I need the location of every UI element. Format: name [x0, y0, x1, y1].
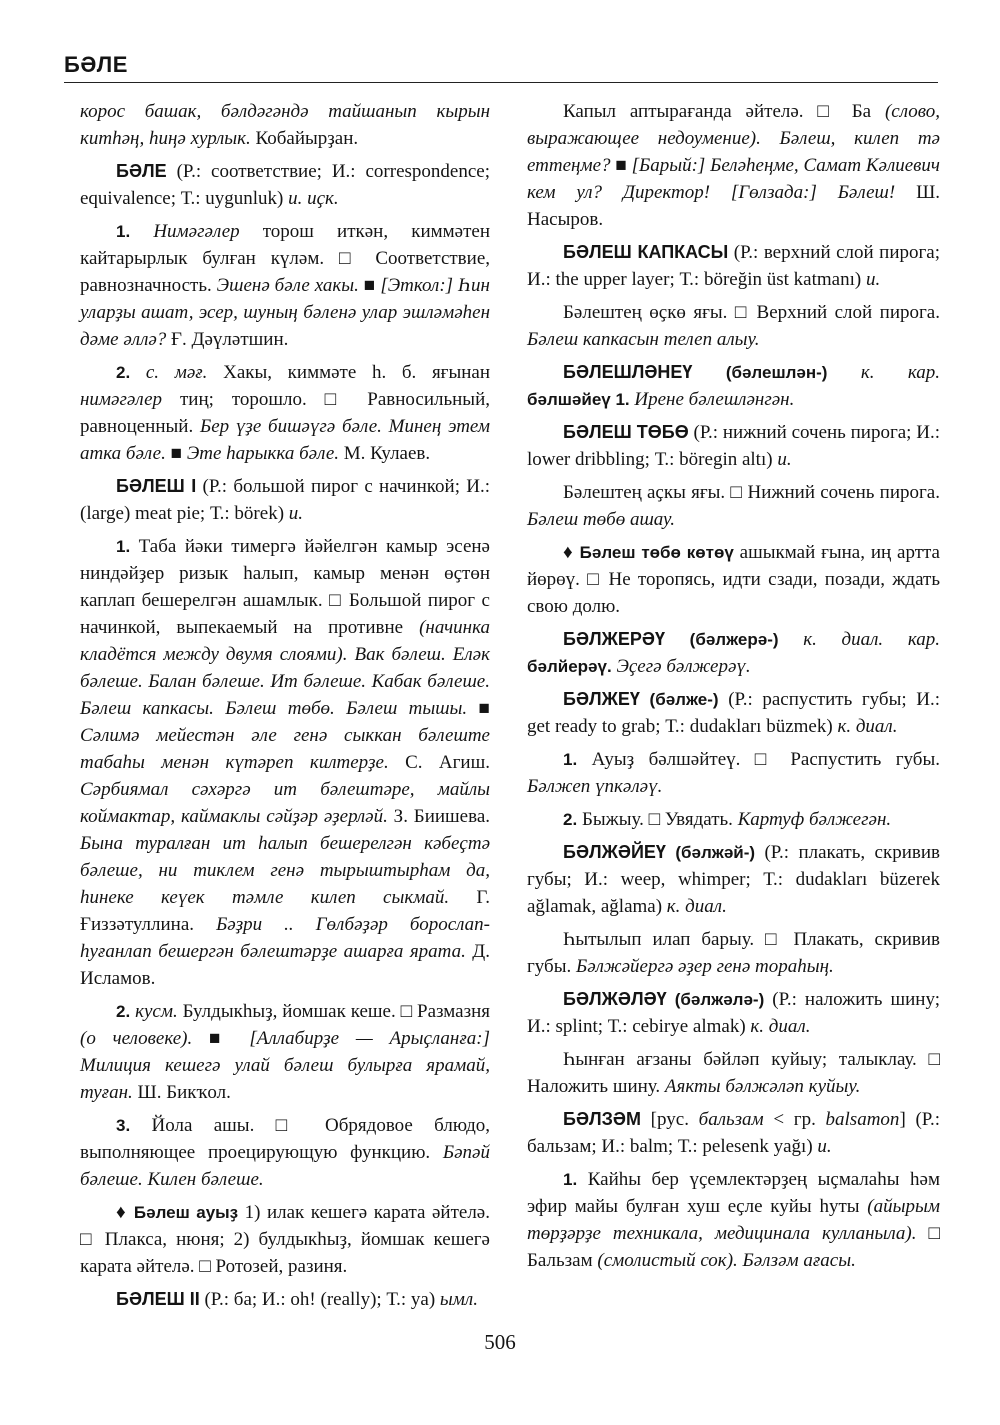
header-rule — [64, 82, 938, 83]
dictionary-paragraph: БӘЛЖӘЙЕҮ (бәлжәй-) (Р.: плакать, скривив губы; И.: weep, whimper; Т.: dudakları büzerek ağlamak, ağlama) к. диал. — [527, 842, 940, 917]
dictionary-paragraph: Һынған ағзаны бәйләп куйыу; талыклау. □ Наложить шину. Аякты бәлжәләп куйыу. — [527, 1049, 940, 1097]
dictionary-paragraph: БӘЛЕ (Р.: соответствие; И.: correspondence; equivalence; Т.: uygunluk) и. иҫк. — [80, 161, 490, 209]
dictionary-paragraph: 1. Нимәгәлер торош иткән, киммәтен кайтарырлык булған күләм. □ Соответствие, равнозначность. Эшенә бәле хакы. ■ [Эткол:] Һин уларҙы ашат, эсер, шуның бәленә улар эшләмәһен дәме әллә? Ғ. Дәүләтшин. — [80, 221, 490, 350]
dictionary-paragraph: 2. Быжыу. □ Увядать. Картуф бәлжегән. — [563, 809, 892, 830]
dictionary-paragraph: 1. Таба йәки тимергә йәйелгән камыр эсенә ниндәйҙер ризык һалып, камыр менән өҫтөн каплап бешерелгән ашамлык. □ Большой пирог с начинкой, выпекаемый на противне (начинка кладётся между двумя слоями). Вак бәлеш. Еләк бәлеше. Балан бәлеше. Ит бәлеше. Кабак бәлеше. Бәлеш капкасы. Бәлеш төбө. Бәлеш тышы. ■ Сәлимә мейестән әле генә сыккан бәлеште табаһы менән күтәреп килтерҙе. С. Агиш. Сәрбиямал сәхәргә ит бәлештәре, майлы коймактар, каймаклы сәйҙәр әҙерләй. З. Биишева. Бына туралған ит һалып бешерелгән кәбеҫтә бәлеше, ни тиклем генә тырыштырһам да, һинеке кеүек тәмле килеп сыкмай. Г. Ғиззәтуллина. Бәҙри .. Гөлбәҙәр борослап-һуғанлап бешергән бәлештәрҙе ашарға ярата. Д. Исламов. — [80, 536, 491, 989]
dictionary-paragraph: ♦ Бәлеш ауыҙ 1) илак кешегә карата әйтелә. □ Плакса, нюня; 2) булдыкһыҙ, йомшак кешегә карата әйтелә. □ Ротозей, разиня. — [80, 1202, 490, 1277]
dictionary-paragraph: БӘЛЕШ II (Р.: ба; И.: oh! (really); Т.: ya) ымл. — [116, 1289, 478, 1310]
dictionary-paragraph: корос башак, бәлдәгәндә тайшанып кырын китһәң, һиңә хурлык. Кобайырҙан. — [80, 101, 490, 149]
right-column — [527, 98, 940, 1280]
dictionary-paragraph: 1. Ауыҙ бәлшәйтеү. □ Распустить губы. Бәлжеп үпкәләү. — [527, 749, 940, 797]
dictionary-paragraph: БӘЛЕШ КАПКАСЫ (Р.: верхний слой пирога; И.: the upper layer; Т.: böreğin üst katmanı) и. — [527, 242, 940, 290]
dictionary-paragraph: ♦ Бәлеш төбө көтөү ашыкмай ғына, иң артта йөрөү. □ Не торопясь, идти сзади, позади, ждать свою долю. — [527, 542, 940, 617]
left-column — [80, 98, 490, 1319]
dictionary-paragraph: Капыл аптырағанда әйтелә. □ Ба (слово, выражающее недоумение). Бәлеш, килеп тә еттеңме? ■ [Барый:] Беләһеңме, Самат Кәлиевич кем ул? Директор! [Гөлзада:] Бәлеш! Ш. Насыров. — [527, 101, 940, 230]
dictionary-paragraph: 3. Йола ашы. □ Обрядовое блюдо, выполняющее проецирующую функцию. Бәпәй бәлеше. Килен бәлеше. — [80, 1115, 490, 1190]
dictionary-paragraph: Бәлештең өҫкө яғы. □ Верхний слой пирога. Бәлеш капкасын телеп алыу. — [527, 302, 940, 350]
dictionary-paragraph: БӘЛЕШ ТӨБӨ (Р.: нижний сочень пирога; И.: lower dribbling; Т.: böregin altı) и. — [527, 422, 940, 470]
dictionary-paragraph: БӘЛЖӘЛӘҮ (бәлжәлә-) (Р.: наложить шину; И.: splint; Т.: cebirye almak) к. диал. — [527, 989, 940, 1037]
dictionary-paragraph: БӘЛЕШЛӘНЕҮ (бәлешлән-) к. кар. бәлшәйеү 1. Ирене бәлешләнгән. — [527, 362, 941, 410]
dictionary-paragraph: 2. с. мәғ. Хакы, киммәте һ. б. яғынан нимәгәлер тиң; торошло. □ Равносильный, равноценный. Бер үҙе бишәүгә бәле. Минең этем атка бәле. ■ Эте һарыкка бәле. М. Кулаев. — [80, 362, 491, 464]
page-number: 506 — [484, 1330, 516, 1354]
running-head: БӘЛЕ — [64, 52, 128, 77]
dictionary-paragraph: БӘЛЖЕРӘҮ (бәлжерә-) к. диал. кар. бәлйерәү. Эҫегә бәлжерәү. — [527, 629, 941, 677]
dictionary-paragraph: 1. Кайһы бер үҫемлектәрҙең ыҫмалаһы һәм эфир майы булған хуш еҫле куйы һуты (айырым төрҙәрҙе техникала, медицинала кулланыла). □ Бальзам (смолистый сок). Бәлзәм ағасы. — [527, 1169, 940, 1271]
dictionary-paragraph: Бәлештең аҫкы яғы. □ Нижний сочень пирога. Бәлеш төбө ашау. — [527, 482, 940, 530]
dictionary-paragraph: 2. кусм. Булдыкһыҙ, йомшак кеше. □ Размазня (о человеке). ■ [Аллабирҙе — Арыҫланға:] Милиция кешегә улай бәлеш булырға ярамай, туған. Ш. Бикҡол. — [80, 1001, 490, 1103]
dictionary-paragraph: БӘЛЖЕҮ (бәлже-) (Р.: распустить губы; И.: get ready to grab; Т.: dudakları büzmek) к. диал. — [527, 689, 940, 737]
dictionary-paragraph: Һытылып илап барыу. □ Плакать, скривив губы. Бәлжәйергә әҙер генә тораһың. — [527, 929, 940, 977]
dictionary-paragraph: БӘЛЕШ I (Р.: большой пирог с начинкой; И.: (large) meat pie; Т.: börek) и. — [80, 476, 490, 524]
dictionary-paragraph: БӘЛЗӘМ [рус. бальзам < гр. balsamon] (Р.: бальзам; И.: balm; Т.: pelesenk yağı) и. — [527, 1109, 941, 1157]
